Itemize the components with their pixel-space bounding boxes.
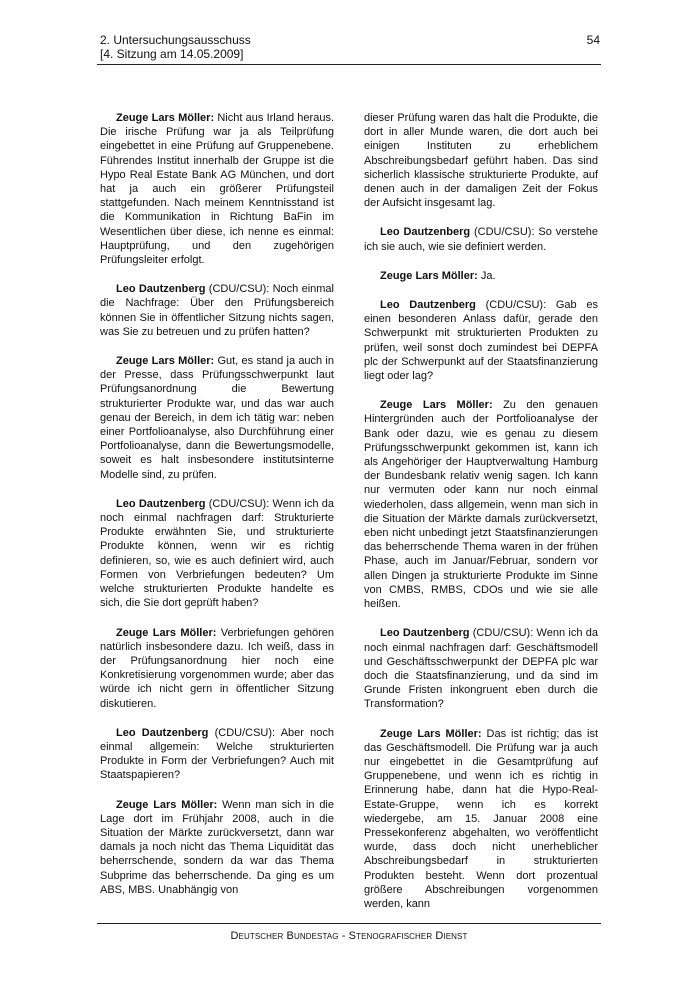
speaker-party: (CDU/CSU):	[205, 283, 270, 296]
paragraph	[364, 626, 598, 711]
speaker-name: Zeuge Lars Möller:	[380, 727, 482, 740]
paragraph	[100, 798, 334, 897]
speaker-name: Zeuge Lars Möller:	[380, 399, 493, 412]
speech-text: Zu den genauen Hintergründen auch der Portfolioanalyse der Bank oder dazu, wie es genau zu diesem Prüfungsschwerpunkt gekommen ist, kann ich als Angehöriger der Hauptverwaltung Hamburg der Bundesbank relativ wenig sagen. Ich kann nur vermuten oder kann nur noch einmal wiederholen, dass allgemein, wenn man sich in die Situation der Märkte damals zurückversetzt, eben nicht unbedingt jetzt Staatsfinanzierungen das beherrschende Thema waren in der frühen Phase, auch im Januar/Februar, sondern vor allen Dingen ja strukturierte Produkte im Sinne von CMBS, RMBS, CDOs und wie sie alle heißen.	[364, 399, 599, 611]
right-column	[364, 111, 598, 911]
paragraph	[100, 497, 334, 611]
speech-text: Gut, es stand ja auch in der Presse, dass Prüfungsschwerpunkt laut Prüfungsanordnung die Bewertung strukturierter Produkte war, und das war auch genau der Bereich, in dem ich tätig war: neben einer Portfolioanalyse, also Durchführung einer Portfolioanalyse, dann die Bewertungsmodelle, soweit es halt insbesondere institutsinterne Modelle sind, zu prüfen.	[100, 355, 334, 481]
speaker-name: Zeuge Lars Möller:	[116, 626, 217, 639]
speech-text: Wenn ich da noch einmal nachfragen darf: Geschäftsmodell und Geschäftsschwerpunkt der DEPFA plc war doch die Staatsfinanzierung, und da sind im Grunde Fristen inkongruent eben durch die Transformation?	[364, 627, 598, 711]
speaker-name: Leo Dautzenberg	[116, 283, 206, 296]
page-header	[100, 33, 600, 61]
speaker-party: (CDU/CSU):	[205, 497, 270, 510]
speech-text: Das ist richtig; das ist das Geschäftsmodell. Die Prüfung war ja auch nur eingebettet in die Gesamtprüfung auf Gruppenebene, und wenn ich es richtig in Erinnerung habe, dann hat die Hypo-Real-Estate-Gruppe, wenn ich es korrekt wiedergebe, am 15. Januar 2008 eine Pressekonferenz abgehalten, wo veröffentlicht wurde, dass doch nicht unerheblicher Abschreibungsbedarf in strukturierten Produkten besteht. Wenn dort prozentual größere Abschreibungen vorgenommen werden, kann	[364, 727, 598, 910]
paragraph	[100, 726, 334, 783]
speaker-party: (CDU/CSU):	[470, 226, 535, 239]
speaker-name: Leo Dautzenberg	[380, 299, 476, 312]
speaker-party: (CDU/CSU):	[208, 726, 276, 739]
speaker-name: Zeuge Lars Möller:	[116, 355, 215, 368]
speech-text: Aber noch einmal allgemein: Welche strukturierten Produkte in Form der Verbriefungen? Auch mit Staatspapieren?	[100, 726, 334, 782]
speaker-name: Leo Dautzenberg	[116, 497, 206, 510]
paragraph	[364, 398, 598, 611]
page-footer: Deutscher Bundestag - Stenografischer Dienst	[230, 930, 468, 942]
paragraph	[100, 626, 334, 711]
paragraph	[364, 298, 598, 383]
speaker-name: Zeuge Lars Möller:	[116, 798, 218, 811]
footer-rule	[97, 923, 601, 924]
speaker-name: Leo Dautzenberg	[380, 627, 470, 640]
speaker-name: Leo Dautzenberg	[380, 226, 471, 239]
speech-text: So verstehe ich sie auch, wie sie definiert werden.	[364, 226, 598, 253]
speech-text: Gab es einen besonderen Anlass dafür, gerade den Schwerpunkt mit strukturierten Produkten zu prüfen, weil sonst doch zumindest bei DEPFA plc der Schwerpunkt auf der Staatsfinanzierung liegt oder lag?	[364, 299, 598, 383]
speaker-party: (CDU/CSU):	[469, 627, 534, 640]
speaker-name: Leo Dautzenberg	[116, 726, 209, 739]
paragraph	[364, 111, 598, 210]
paragraph	[364, 727, 598, 912]
paragraph	[364, 225, 598, 253]
speech-text: Wenn man sich in die Lage dort im Frühjahr 2008, auch in die Situation der Märkte zurückversetzt, dann war damals ja noch nicht das Thema Liquidität das beherrschende, sondern da war das Thema Subprime das beherrschende. Da ging es um ABS, MBS. Unabhängig von	[100, 798, 334, 896]
speaker-party: (CDU/CSU):	[475, 299, 547, 312]
page-number: 54	[586, 33, 600, 47]
speaker-name: Zeuge Lars Möller:	[116, 112, 215, 124]
speech-text: Wenn ich da noch einmal nachfragen darf: Strukturierte Produkte erwähnten Sie, und strukturierte Produkte können, wenn wir es richtig definieren, so, wie es auch definiert wird, auch Formen von Verbriefungen bedeuten? Um welche strukturierten Produkte handelte es sich, die Sie dort geprüft haben?	[100, 497, 334, 610]
speech-text: Verbriefungen gehören natürlich insbesondere dazu. Ich weiß, dass in der Prüfungsanordnung hier noch eine Konkretisierung vorgenommen wurde; aber das würde ich nicht gern in öffentlicher Sitzung diskutieren.	[100, 626, 334, 710]
paragraph	[100, 354, 334, 482]
speech-text: Ja.	[477, 269, 496, 282]
speech-text: Noch einmal die Nachfrage: Über den Prüfungsbereich können Sie in öffentlicher Sitzung nichts sagen, was Sie zu betreuen und zu prüfen hatten?	[100, 283, 334, 338]
paragraph	[364, 269, 598, 283]
paragraph	[100, 111, 334, 267]
left-column	[100, 111, 334, 897]
speech-text: Nicht aus Irland heraus. Die irische Prüfung war ja als Teilprüfung eingebettet in eine Prüfung auf Gruppenebene. Führendes Institut innerhalb der Gruppe ist die Hypo Real Estate Bank AG München, und dort hat ja auch ein größerer Prüfungsteil stattgefunden. Nach meinem Kenntnisstand ist die Kommunikation in Richtung BaFin im Wesentlichen über diese, ich nenne es einmal: Hauptprüfung, und den zugehörigen Prüfungsleiter erfolgt.	[100, 112, 334, 267]
committee-title: 2. Untersuchungsausschuss	[100, 33, 251, 47]
paragraph	[100, 282, 334, 339]
speaker-name: Zeuge Lars Möller:	[380, 269, 478, 282]
session-info: [4. Sitzung am 14.05.2009]	[100, 47, 244, 61]
speech-text: dieser Prüfung waren das halt die Produkte, die dort in aller Munde waren, die dort auch bei einigen Instituten zu erheblichem Abschreibungsbedarf geführt haben. Das sind sicherlich klassische strukturierte Produkte, auf denen auch in der damaligen Zeit der Fokus der Aufsicht insgesamt lag.	[364, 112, 598, 210]
header-rule	[97, 64, 601, 65]
